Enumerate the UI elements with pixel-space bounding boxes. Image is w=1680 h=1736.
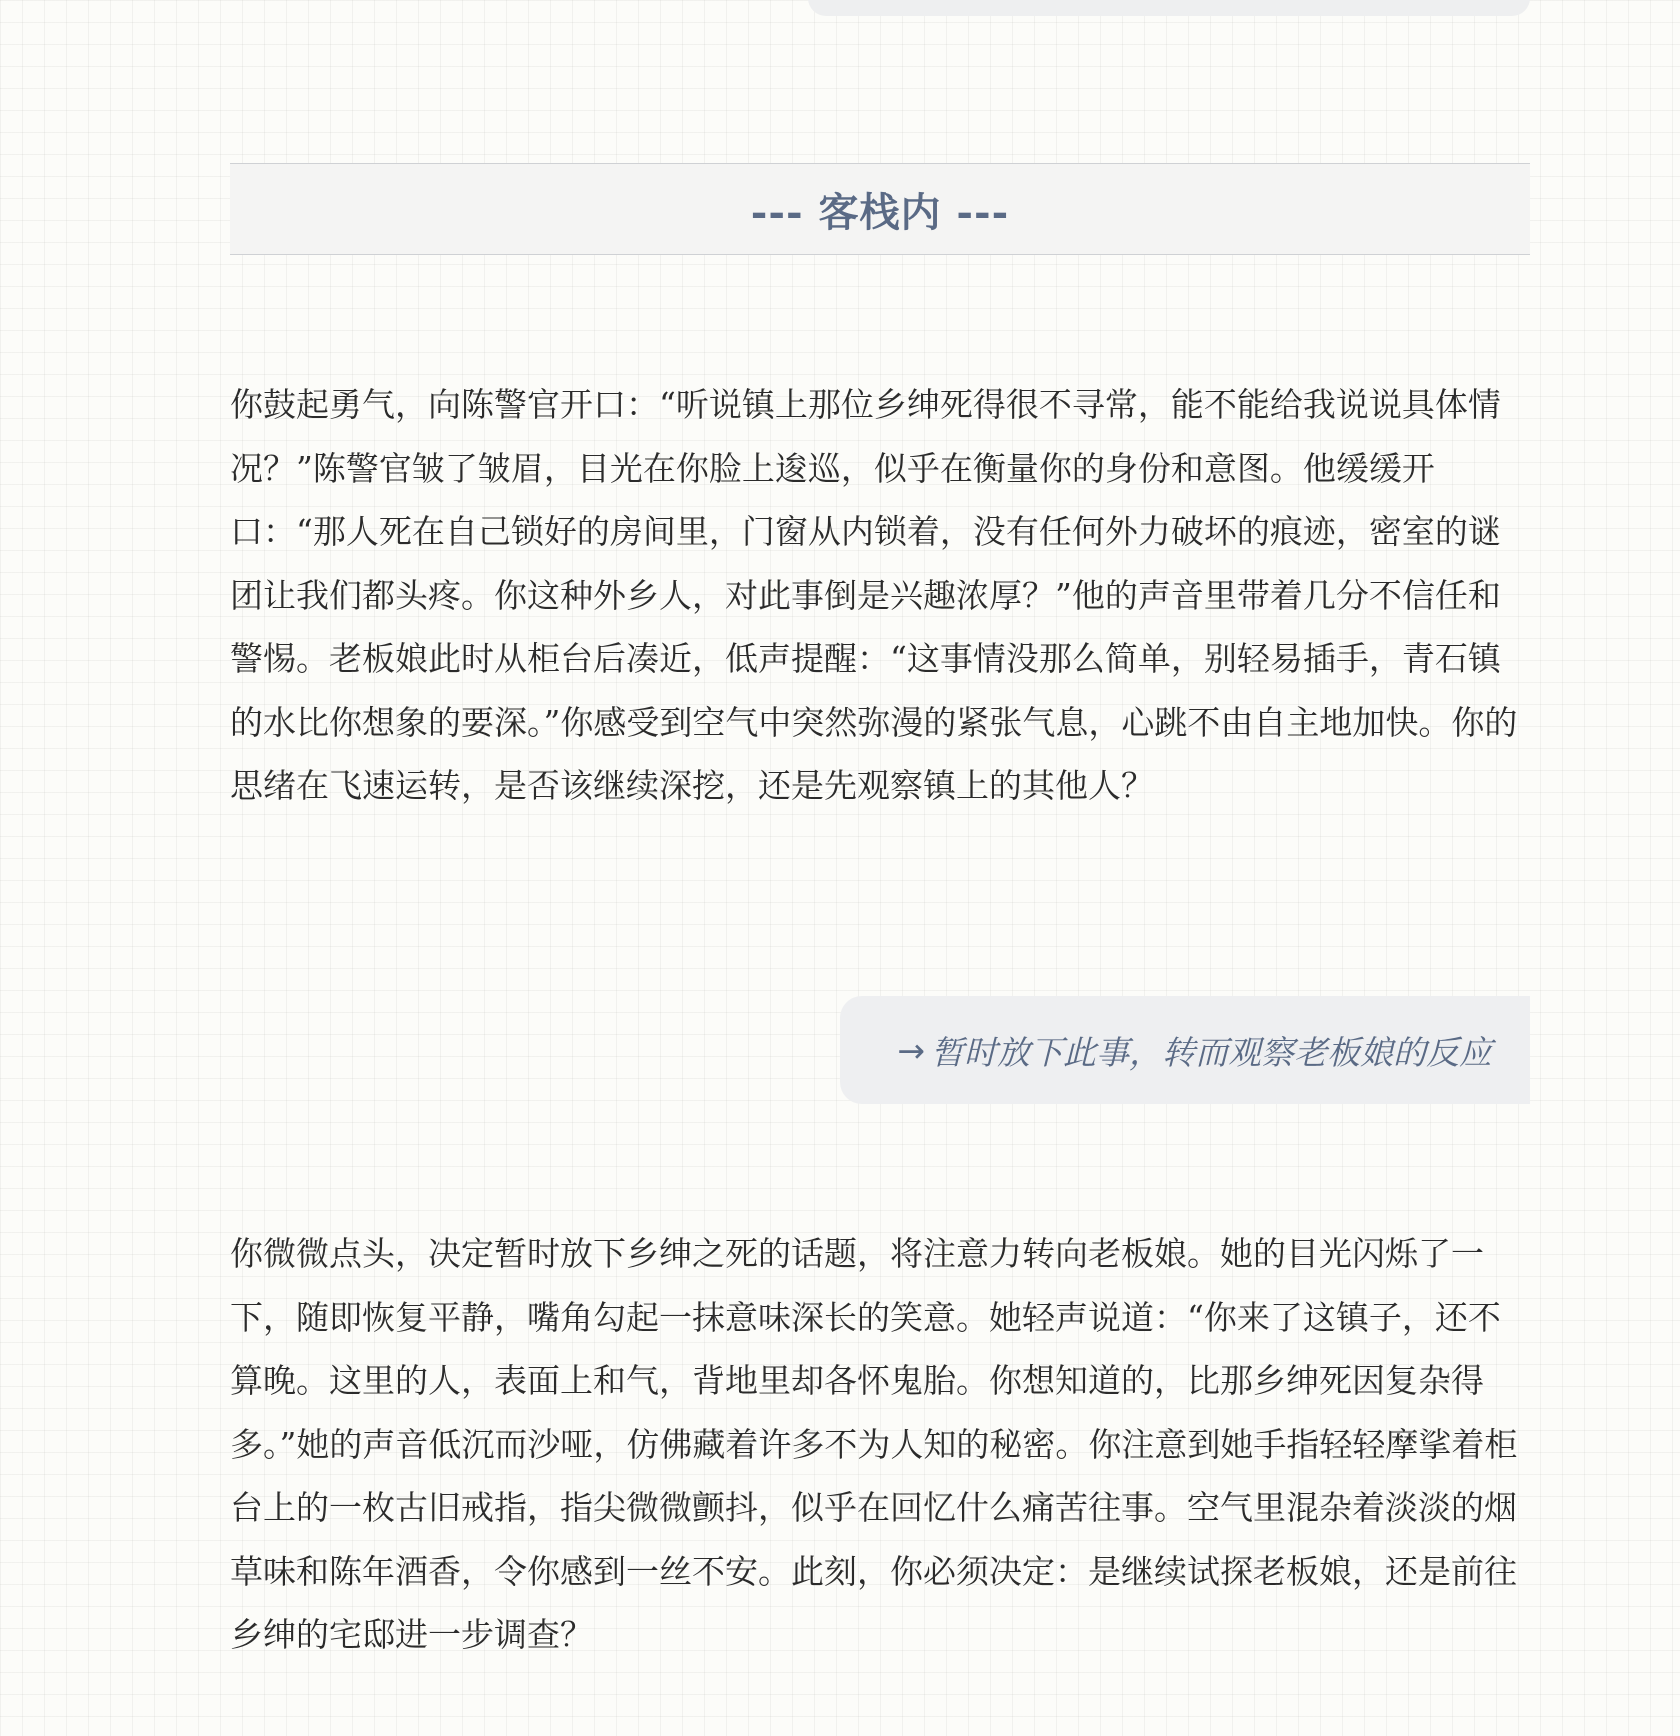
scene-title: --- 客栈内 --- [750, 188, 1010, 236]
arrow-right-icon: → [897, 1030, 925, 1070]
scene-header [230, 163, 1530, 255]
choice-label: 暂时放下此事，转而观察老板娘的反应 [931, 1032, 1492, 1072]
choice-button[interactable] [840, 996, 1530, 1104]
story-paragraph: 你鼓起勇气，向陈警官开口：“听说镇上那位乡绅死得很不寻常，能不能给我说说具体情况？”陈警官皱了皱眉，目光在你脸上逡巡，似乎在衡量你的身份和意图。他缓缓开口：“那人死在自己锁好的房间里，门窗从内锁着，没有任何外力破坏的痕迹，密室的谜团让我们都头疼。你这种外乡人，对此事倒是兴趣浓厚？”他的声音里带着几分不信任和警惕。老板娘此时从柜台后凑近，低声提醒：“这事情没那么简单，别轻易插手，青石镇的水比你想象的要深。”你感受到空气中突然弥漫的紧张气息，心跳不由自主地加快。你的思绪在飞速运转，是否该继续深挖，还是先观察镇上的其他人？ [230, 385, 1518, 805]
story-paragraph: 你微微点头，决定暂时放下乡绅之死的话题，将注意力转向老板娘。她的目光闪烁了一下，随即恢复平静，嘴角勾起一抹意味深长的笑意。她轻声说道：“你来了这镇子，还不算晚。这里的人，表面上和气，背地里却各怀鬼胎。你想知道的，比那乡绅死因复杂得多。”她的声音低沉而沙哑，仿佛藏着许多不为人知的秘密。你注意到她手指轻轻摩挲着柜台上的一枚古旧戒指，指尖微微颤抖，似乎在回忆什么痛苦往事。空气里混杂着淡淡的烟草味和陈年酒香，令你感到一丝不安。此刻，你必须决定：是继续试探老板娘，还是前往乡绅的宅邸进一步调查？ [230, 1234, 1518, 1654]
previous-choice-card [808, 0, 1530, 16]
